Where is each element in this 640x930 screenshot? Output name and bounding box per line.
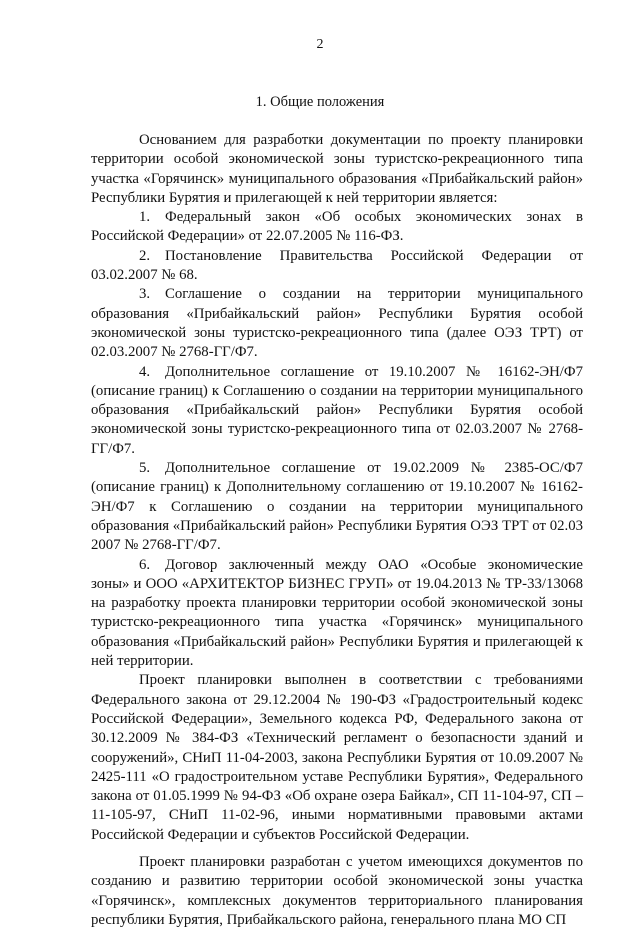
document-body [91, 131, 583, 930]
list-item-text: Договор заключенный между ОАО «Особые экономические зоны» и ООО «АРХИТЕКТОР БИЗНЕС ГРУП» от 19.04.2013 № ТР-33/13068 на разработку проекта планировки территории особой экономической зоны туристско-рекреационного типа участка «Горячинск» муниципального образования «Прибайкальский район» Республики Бурятия и прилегающей к ней территории. [91, 556, 583, 670]
list-item-text: Дополнительное соглашение от 19.10.2007 № 16162-ЭН/Ф7 (описание границ) к Соглашению о создании на территории муниципального образования «Прибайкальский район» Республики Бурятия особой экономической зоны туристско-рекреационного типа от 02.03.2007 № 2768-ГГ/Ф7. [91, 363, 583, 457]
page-number: 2 [316, 37, 324, 52]
list-item [91, 556, 583, 672]
list-item [91, 363, 583, 459]
list-item-number: 2. [139, 247, 151, 264]
documents-paragraph: Проект планировки разработан с учетом имеющихся документов по созданию и развитию территории особой экономической зоны участка «Горячинск», комплексных документов территориального планирования республики Бурятия, Прибайкальского района, генерального плана МО СП [91, 853, 583, 928]
list-item-text: Дополнительное соглашение от 19.02.2009 № 2385-ОС/Ф7 (описание границ) к Дополнительному соглашению от 19.10.2007 № 16162-ЭН/Ф7 к Соглашению о создании на территории муниципального образования «Прибайкальский район» Республики Бурятия ОЭЗ ТРТ от 02.03 2007 № 2768-ГГ/Ф7. [91, 460, 583, 554]
list-item [91, 459, 583, 555]
section-heading: 1. Общие положения [255, 94, 385, 110]
list-item-number: 5. [139, 460, 151, 477]
list-item [91, 208, 583, 247]
list-item-text: Федеральный закон «Об особых экономических зонах в Российской Федерации» от 22.07.2005 № 116-ФЗ. [91, 209, 583, 245]
list-item-text: Соглашение о создании на территории муниципального образования «Прибайкальский район» Республики Бурятия особой экономической зоны туристско-рекреационного типа (далее ОЭЗ ТРТ) от 02.03.2007 № 2768-ГГ/Ф7. [91, 286, 583, 361]
list-item-number: 1. [139, 209, 151, 226]
list-item-number: 3. [139, 286, 151, 303]
list-item-number: 4. [139, 363, 151, 380]
requirements-paragraph: Проект планировки выполнен в соответствии с требованиями Федерального закона от 29.12.2004 № 190-ФЗ «Градостроительный кодекс Российской Федерации», Земельного кодекса РФ, Федерального закона от 30.12.2009 № 384-ФЗ «Технический регламент о безопасности зданий и сооружений», СНиП 11-04-2003, закона Республики Бурятия от 10.09.2007 № 2425-111 «О градостроительном уставе Республики Бурятия», Федерального закона от 01.05.1999 № 94-ФЗ «Об охране озера Байкал», СП 11-104-97, СП – 11-105-97, СНиП 11-02-96, иными нормативными правовыми актами Российской Федерации и субъектов Российской Федерации. [91, 672, 583, 843]
list-item-number: 6. [139, 556, 151, 573]
list-item [91, 247, 583, 286]
intro-paragraph: Основанием для разработки документации по проекту планировки территории особой экономической зоны туристско-рекреационного типа участка «Горячинск» муниципального образования «Прибайкальский район» Республики Бурятия и прилегающей к ней территории является: [91, 132, 583, 206]
list-item [91, 285, 583, 362]
list-item-text: Постановление Правительства Российской Федерации от 03.02.2007 № 68. [91, 247, 583, 284]
